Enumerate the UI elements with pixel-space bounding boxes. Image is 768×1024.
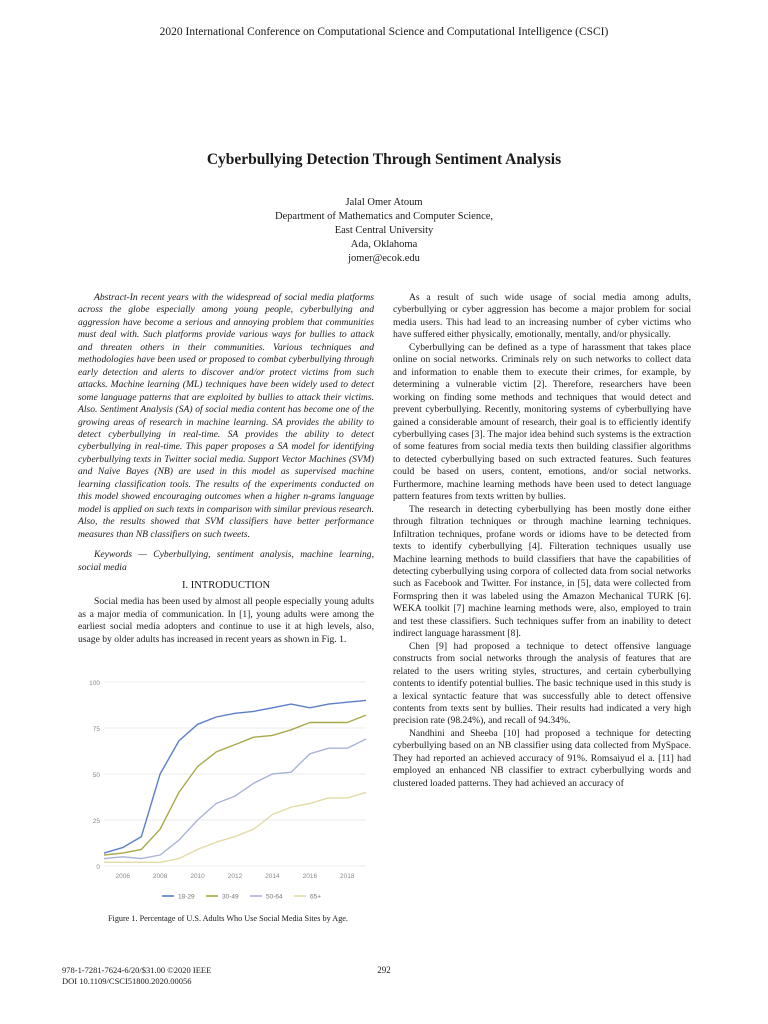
paragraph-2: Cyberbullying can be defined as a type of harassment that takes place online on social networks. Criminals rely on such networks to collect data and information to enable them to execute their crimes, for example, by determining a vulnerable victim [2]. Therefore, researchers have been working on finding some methods and techniques that would detect and prevent cyberbullying. Recently, monitoring systems of cyberbullying have gained a considerable amount of research, their goal is to efficiently identify cyberbullying cases [3]. The major idea behind such systems is the extraction of some features from social media texts then building classifier algorithms to detected cyberbullying based on such extracted features. Such features could be based on users, content, emotions, and/or social networks. Furthermore, machine learning methods have been used to detect language pattern features from texts written by bullies. — [393, 341, 691, 503]
author-email[interactable]: jomer@ecok.edu — [348, 253, 420, 264]
intro-paragraph: Social media has been used by almost all people especially young adults as a major media of communication. In [1], young adults were among the earliest social media adopters and continue to use it at high levels, also, usage by older adults has increased in recent years as shown in Fig. 1. — [78, 596, 374, 645]
figure-caption: Figure 1. Percentage of U.S. Adults Who Use Social Media Sites by Age. — [108, 914, 348, 923]
legend-entry: 65+ — [310, 893, 322, 901]
legend-entry: 50-64 — [266, 893, 283, 901]
y-tick-label: 50 — [92, 772, 100, 779]
paper-title: Cyberbullying Detection Through Sentiment Analysis — [206, 151, 562, 168]
series-line-65+ — [104, 792, 366, 862]
series-line-30-49 — [104, 715, 366, 855]
author-name: Jalal Omer Atoum — [345, 197, 423, 208]
x-tick-label: 2006 — [115, 873, 130, 880]
y-tick-label: 25 — [92, 818, 100, 825]
footer-doi: DOI 10.1109/CSCI51800.2020.00056 — [62, 976, 192, 986]
paragraph-4: Chen [9] had proposed a technique to detect offensive language constructs from social networks through the analysis of features that are related to the users writing styles, structures, and certain cyberbullying contents to identify potential bullies. The basic technique used in this study is a lexical syntactic feature that was successfully able to detect offensive contents from texts sent by bullies. Their results had indicated a very high precision rate (98.24%), and recall of 94.34%. — [393, 640, 691, 727]
legend-entry: 18-29 — [178, 893, 195, 901]
legend-entry: 30-49 — [222, 893, 239, 901]
abstract: Abstract-In recent years with the widespread of social media platforms across the globe especially among young people, cyberbullying and aggression have become a serious and annoying problem that communities must deal with. Such platforms provide various ways for bullies to attack and threaten others in their communities. Various techniques and methodologies have been used or proposed to combat cyberbullying through early detection and alerts to discover and/or protect victims from such attacks. Machine learning (ML) techniques have been widely used to detect some language patterns that are exploited by bullies to attack their victims. Also. Sentiment Analysis (SA) of social media content has become one of the growing areas of research in machine learning. SA provides the ability to detect cyberbullying in real-time. SA provides the ability to detect cyberbullying in real-time. This paper proposes a SA model for identifying cyberbullying texts in Twitter social media. Support Vector Machines (SVM) and Naïve Bayes (NB) are used in this model as supervised machine learning classification tools. The results of the experiments conducted on this model showed encouraging outcomes when a higher n-grams language model is applied on such texts in comparison with similar previous research. Also, the results showed that SVM classifiers have better performance measures than NB classifiers on such tweets. — [78, 292, 374, 540]
author-university: East Central University — [334, 225, 434, 236]
author-block — [0, 196, 768, 266]
right-column — [393, 292, 691, 790]
paragraph-1: As a result of such wide usage of social media among adults, cyberbullying or cyber aggression has become a major problem for social media users. This had lead to an increasing number of cyber victims who have suffered either physically, emotionally, mentally, and/or physically. — [393, 292, 691, 341]
x-tick-label: 2010 — [190, 873, 205, 880]
figure-1-chart — [84, 676, 374, 916]
x-tick-label: 2012 — [227, 873, 243, 880]
x-tick-label: 2016 — [302, 873, 318, 880]
paragraph-3: The research in detecting cyberbullying has been mostly done either through filtration techniques or through machine learning techniques. Infiltration techniques, profane words or idioms have to be detected from texts to identify cyberbullying [4]. Filteration techniques usually use Machine learning methods to build classifiers that have the capabilities of detecting cyberbullying using corpora of collected data from social networks such as Facebook and Twitter. For instance, in [5], data were collected from Formspring then it was labeled using the Amazon Mechanical TURK [6]. WEKA toolkit [7] machine learning methods were, also, employed to train and test these classifiers. Such techniques suffer from an inability to detect indirect language harassment [8]. — [393, 503, 691, 640]
y-tick-label: 100 — [89, 680, 100, 687]
y-tick-label: 75 — [92, 726, 100, 733]
paragraph-5: Nandhini and Sheeba [10] had proposed a technique for detecting cyberbullying based on an NB classifier using data collected from MySpace. They had reported an achieved accuracy of 91%. Romsaiyud el a. [11] had employed an enhanced NB classifier to extract cyberbullying words and clustered loaded patterns. They had achieved an accuracy of — [393, 727, 691, 789]
keywords: Keywords — Cyberbullying, sentiment analysis, machine learning, social media — [78, 549, 374, 573]
page-number: 292 — [377, 965, 391, 975]
left-column — [78, 292, 374, 646]
x-tick-label: 2018 — [340, 873, 355, 880]
author-location: Ada, Oklahoma — [350, 239, 418, 250]
section-heading-introduction: I. INTRODUCTION — [181, 579, 271, 591]
footer-isbn: 978-1-7281-7624-6/20/$31.00 ©2020 IEEE — [62, 965, 212, 975]
author-department: Department of Mathematics and Computer Science, — [274, 211, 494, 222]
line-chart — [84, 676, 374, 916]
x-tick-label: 2008 — [152, 873, 168, 880]
x-tick-label: 2014 — [265, 873, 280, 880]
conference-header: 2020 International Conference on Computational Science and Computational Intelligence (CSCI) — [159, 26, 609, 38]
y-tick-label: 0 — [96, 864, 100, 871]
series-line-18-29 — [104, 700, 366, 853]
